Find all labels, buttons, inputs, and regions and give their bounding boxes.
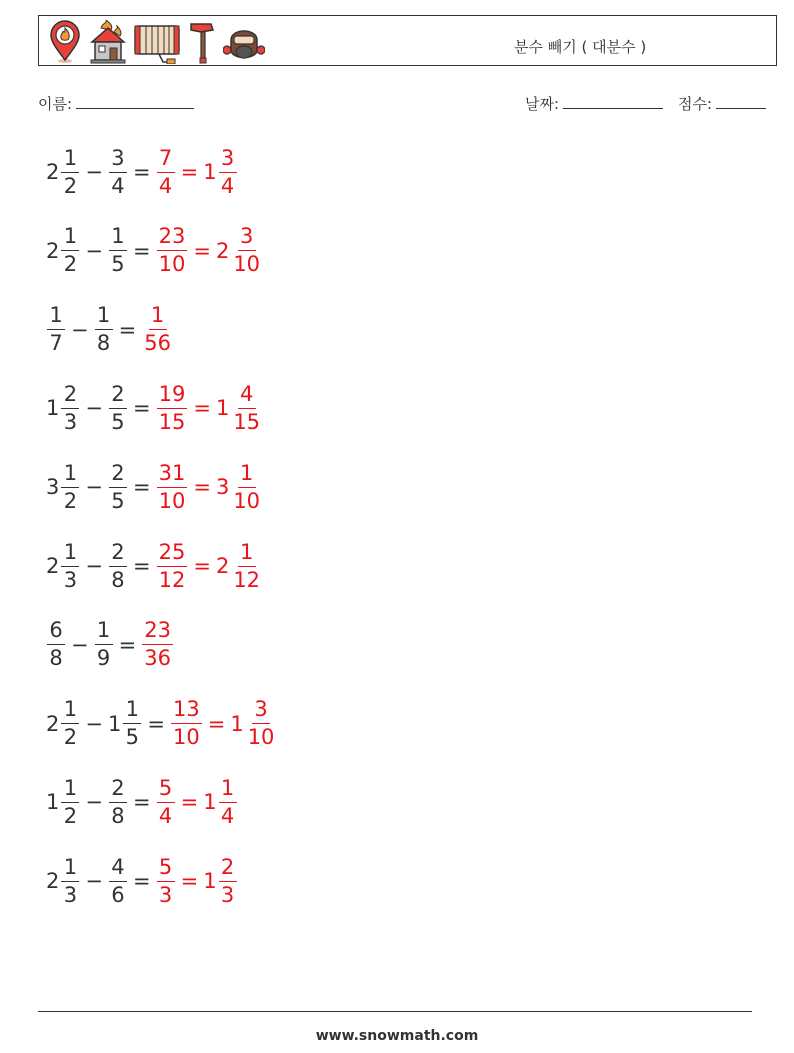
minus-sign: − (71, 632, 89, 657)
denominator: 3 (158, 882, 173, 907)
subtrahend (108, 854, 128, 907)
fraction (109, 854, 127, 907)
fire-axe-icon (187, 20, 217, 64)
answer-equals-sign: = (180, 790, 199, 815)
numerator: 2 (61, 384, 79, 409)
numerator: 6 (47, 620, 65, 645)
burning-house-icon (89, 20, 127, 64)
denominator: 4 (158, 173, 173, 198)
fraction (109, 460, 127, 513)
improper-fraction-answer (141, 305, 174, 354)
numerator: 23 (157, 226, 188, 251)
footer-site: www.snowmath.com (315, 1028, 479, 1044)
denominator: 5 (111, 252, 125, 277)
numerator: 2 (109, 384, 127, 409)
problem-row (46, 378, 263, 438)
denominator: 3 (220, 882, 235, 907)
numerator: 1 (61, 699, 79, 724)
answer (156, 854, 238, 907)
fraction (109, 381, 127, 434)
numerator: 2 (219, 857, 237, 882)
minuend (46, 854, 80, 907)
date-blank[interactable] (563, 94, 663, 109)
problem-row (46, 694, 277, 754)
minuend (46, 699, 80, 748)
whole-number: 1 (203, 869, 217, 894)
whole-number: 1 (203, 790, 217, 815)
equals-sign: = (132, 790, 151, 815)
numerator: 3 (238, 226, 256, 251)
denominator: 9 (96, 646, 111, 671)
name-field (38, 93, 194, 114)
minus-sign: − (85, 238, 103, 263)
gas-mask-icon (223, 20, 265, 64)
mixed-number-answer (215, 460, 263, 513)
denominator: 4 (220, 173, 235, 198)
answer (156, 381, 263, 434)
denominator: 5 (111, 409, 125, 434)
denominator: 36 (144, 646, 171, 671)
minuend (46, 775, 80, 828)
fraction (157, 460, 188, 513)
equals-sign: = (118, 317, 137, 342)
minus-sign: − (85, 160, 103, 184)
minuend (46, 620, 66, 669)
equals-sign: = (132, 869, 151, 894)
denominator: 3 (63, 409, 78, 434)
improper-fraction-answer (141, 620, 174, 669)
numerator: 19 (157, 384, 188, 409)
denominator: 8 (49, 646, 63, 671)
numerator: 1 (61, 148, 79, 173)
score-field (678, 93, 766, 114)
answer (141, 305, 174, 354)
fraction (109, 539, 127, 592)
whole-number: 1 (215, 396, 230, 421)
subtrahend (108, 460, 128, 513)
whole-number: 1 (107, 711, 122, 736)
numerator: 1 (61, 778, 79, 803)
fraction (61, 775, 79, 828)
fraction (246, 699, 277, 748)
numerator: 1 (95, 620, 113, 645)
improper-fraction-answer (170, 699, 203, 748)
improper-fraction-answer (156, 381, 189, 434)
fraction (231, 539, 262, 592)
numerator: 7 (157, 148, 175, 173)
fraction (109, 775, 127, 828)
denominator: 56 (144, 331, 171, 356)
fraction (157, 775, 175, 828)
fraction (219, 145, 237, 198)
problem-row (46, 772, 238, 832)
mixed-number-answer (203, 145, 237, 198)
problem-row (46, 851, 238, 911)
subtrahend (108, 226, 128, 275)
numerator: 1 (109, 226, 127, 251)
fraction (171, 699, 202, 748)
fraction (47, 305, 65, 354)
fraction (61, 381, 79, 434)
header-icons (47, 19, 265, 65)
improper-fraction-answer (156, 460, 189, 513)
equals-sign: = (132, 396, 151, 421)
minus-sign: − (85, 554, 103, 578)
numerator: 1 (47, 305, 65, 330)
minuend (46, 145, 80, 198)
whole-number: 3 (215, 475, 230, 500)
minuend (46, 539, 80, 592)
minuend (46, 305, 66, 354)
worksheet-header (38, 15, 777, 66)
denominator: 5 (111, 488, 125, 513)
fraction (61, 460, 79, 513)
fraction (157, 145, 175, 198)
equals-sign: = (118, 632, 137, 657)
fraction (95, 620, 113, 669)
whole-number: 3 (46, 475, 60, 500)
denominator: 4 (111, 173, 125, 198)
fraction (142, 305, 173, 354)
answer-equals-sign: = (180, 160, 199, 184)
answer (141, 620, 174, 669)
denominator: 8 (111, 803, 125, 828)
denominator: 15 (233, 409, 261, 434)
problem-row (46, 142, 238, 202)
whole-number: 1 (46, 396, 60, 421)
denominator: 4 (220, 803, 235, 828)
answer-equals-sign: = (193, 554, 211, 578)
problem-row (46, 221, 263, 281)
problem-row (46, 536, 263, 596)
fraction (109, 145, 127, 198)
answer (156, 145, 238, 198)
whole-number: 2 (46, 238, 60, 263)
fraction (231, 226, 262, 275)
whole-number: 2 (46, 869, 60, 894)
denominator: 10 (233, 488, 261, 513)
numerator: 4 (109, 857, 127, 882)
name-blank[interactable] (76, 94, 194, 109)
numerator: 1 (149, 305, 167, 330)
denominator: 7 (49, 331, 63, 356)
numerator: 3 (252, 699, 270, 724)
denominator: 12 (158, 567, 186, 592)
numerator: 2 (109, 542, 127, 567)
denominator: 4 (158, 803, 173, 828)
denominator: 3 (63, 567, 78, 592)
fraction (61, 699, 79, 748)
mixed-number-answer (230, 699, 277, 748)
denominator: 12 (233, 567, 261, 592)
denominator: 8 (96, 331, 111, 356)
denominator: 15 (158, 409, 186, 434)
fraction (61, 539, 79, 592)
fraction (61, 854, 79, 907)
fraction (157, 539, 188, 592)
whole-number: 2 (215, 238, 230, 263)
fraction (231, 460, 262, 513)
answer-equals-sign: = (193, 238, 211, 263)
numerator: 3 (109, 148, 127, 173)
subtrahend (108, 539, 128, 592)
fraction (157, 381, 188, 434)
subtrahend (94, 305, 114, 354)
numerator: 2 (109, 463, 127, 488)
answer-equals-sign: = (193, 396, 211, 421)
minus-sign: − (71, 317, 89, 342)
location-fire-pin-icon (47, 20, 83, 64)
whole-number: 2 (215, 554, 230, 578)
fraction (142, 620, 173, 669)
equals-sign: = (132, 475, 151, 500)
denominator: 10 (158, 252, 186, 277)
equals-sign: = (132, 238, 151, 263)
denominator: 2 (63, 803, 78, 828)
answer (170, 699, 277, 748)
whole-number: 1 (46, 790, 60, 815)
numerator: 1 (238, 463, 256, 488)
subtrahend (108, 381, 128, 434)
minuend (46, 460, 80, 513)
mixed-number-answer (215, 381, 263, 434)
fraction (157, 854, 175, 907)
denominator: 2 (63, 173, 78, 198)
improper-fraction-answer (156, 145, 176, 198)
subtrahend (108, 775, 128, 828)
minus-sign: − (85, 475, 103, 500)
fraction (219, 775, 237, 828)
equals-sign: = (132, 554, 151, 578)
denominator: 3 (63, 882, 78, 907)
minuend (46, 381, 80, 434)
denominator: 10 (247, 725, 275, 750)
numerator: 3 (219, 148, 237, 173)
mixed-number-answer (203, 775, 237, 828)
whole-number: 2 (46, 160, 60, 184)
numerator: 1 (61, 226, 79, 251)
equals-sign: = (147, 711, 165, 736)
answer (156, 539, 263, 592)
denominator: 2 (63, 488, 78, 513)
mixed-number-answer (215, 539, 263, 592)
fire-hose-icon (133, 20, 181, 64)
numerator: 1 (219, 778, 237, 803)
fraction (47, 620, 65, 669)
fraction (231, 381, 262, 434)
numerator: 13 (171, 699, 202, 724)
score-blank[interactable] (716, 94, 766, 109)
fraction (123, 699, 141, 748)
fraction (219, 854, 237, 907)
denominator: 2 (63, 252, 78, 277)
problem-row (46, 300, 174, 360)
numerator: 5 (157, 857, 175, 882)
whole-number: 2 (46, 711, 60, 736)
numerator: 1 (238, 542, 256, 567)
numerator: 1 (61, 542, 79, 567)
whole-number: 1 (203, 160, 217, 184)
numerator: 1 (61, 857, 79, 882)
answer-equals-sign: = (193, 475, 211, 500)
numerator: 1 (95, 305, 113, 330)
minus-sign: − (85, 869, 103, 894)
denominator: 2 (63, 725, 78, 750)
denominator: 5 (125, 725, 140, 750)
improper-fraction-answer (156, 775, 176, 828)
answer-equals-sign: = (207, 711, 226, 736)
numerator: 31 (157, 463, 188, 488)
score-label: 점수: (678, 95, 713, 113)
fraction (157, 226, 188, 275)
denominator: 8 (111, 567, 125, 592)
denominator: 6 (111, 882, 125, 907)
answer (156, 460, 263, 513)
date-field (525, 93, 663, 114)
worksheet-title: 분수 빼기 ( 대분수 ) (514, 38, 647, 56)
improper-fraction-answer (156, 854, 176, 907)
improper-fraction-answer (156, 539, 189, 592)
numerator: 1 (61, 463, 79, 488)
numerator: 4 (238, 384, 256, 409)
mixed-number-answer (203, 854, 237, 907)
numerator: 2 (109, 778, 127, 803)
subtrahend (94, 620, 114, 669)
problem-row (46, 615, 174, 675)
whole-number: 2 (46, 554, 60, 578)
answer (156, 226, 263, 275)
equals-sign: = (132, 160, 151, 184)
improper-fraction-answer (156, 226, 189, 275)
denominator: 10 (172, 725, 200, 750)
subtrahend (108, 699, 142, 748)
numerator: 1 (123, 699, 141, 724)
minus-sign: − (85, 711, 103, 736)
numerator: 23 (142, 620, 173, 645)
fraction (109, 226, 127, 275)
fraction (61, 226, 79, 275)
footer-divider (38, 1011, 752, 1012)
answer-equals-sign: = (180, 869, 199, 894)
answer (156, 775, 238, 828)
mixed-number-answer (216, 226, 263, 275)
numerator: 5 (157, 778, 175, 803)
minus-sign: − (85, 790, 103, 815)
minuend (46, 226, 80, 275)
name-label: 이름: (38, 95, 73, 113)
problem-row (46, 457, 263, 517)
minus-sign: − (85, 396, 103, 421)
whole-number: 1 (230, 711, 244, 736)
subtrahend (108, 145, 128, 198)
fraction (61, 145, 79, 198)
denominator: 10 (233, 252, 261, 277)
fraction (95, 305, 113, 354)
denominator: 10 (158, 488, 186, 513)
date-label: 날짜: (525, 95, 560, 113)
numerator: 25 (157, 542, 188, 567)
